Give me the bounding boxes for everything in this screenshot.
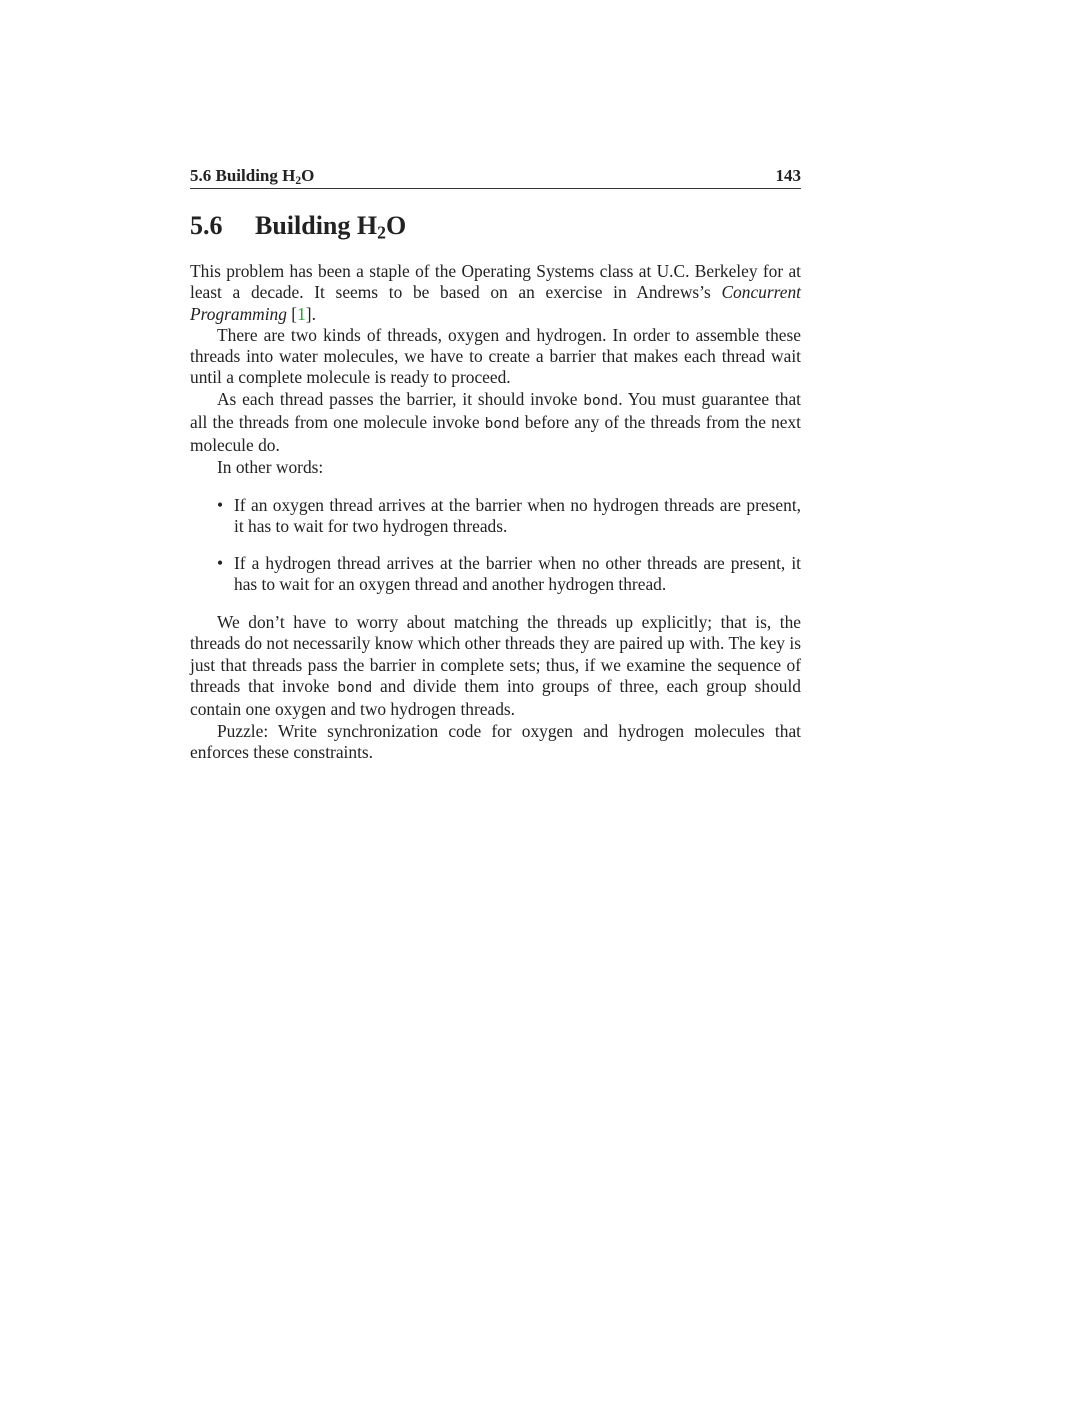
section-heading — [190, 211, 406, 241]
code-bond: bond — [484, 416, 520, 433]
paragraph-bond: As each thread passes the barrier, it should invoke bond. You must guarantee that all the threads from one molecule invoke bond before any of the threads from the next molecule do. — [190, 388, 802, 456]
header-section-title: 5.6 Building $H_2O$ — [190, 166, 315, 187]
code-bond: bond — [583, 392, 619, 409]
list-item: • If an oxygen thread arrives at the barrier when no hydrogen threads are present, it has to wait for two hydrogen threads. — [217, 494, 801, 537]
paragraph-puzzle: Puzzle: Write synchronization code for oxygen and hydrogen molecules that enforces these constraints. — [190, 720, 801, 762]
paragraph-other-words: In other words: — [217, 456, 324, 477]
citation-link[interactable]: 1 — [297, 303, 306, 324]
bullet-icon: • — [217, 494, 224, 515]
page-number: 143 — [775, 166, 801, 185]
list-item: • If a hydrogen thread arrives at the barrier when no other threads are present, it has to wait for an oxygen thread and another hydrogen thread. — [217, 552, 801, 594]
constraint-list — [190, 495, 801, 595]
paragraph-thread-kinds: There are two kinds of threads, oxygen and hydrogen. In order to assemble these threads into water molecules, we have to create a barrier that makes each thread wait until a complete molecule is ready to proceed. — [190, 324, 801, 388]
book-title: Concurrent Programming — [190, 282, 801, 324]
section-title-text: Building $H_2O$ — [255, 211, 407, 243]
section-number: 5.6 — [190, 211, 223, 240]
paragraph-matching: We don’t have to worry about matching the threads up explicitly; that is, the threads do not necessarily know which other threads they are paired up with. The key is just that threads pass the barrier in complete sets; thus, if we examine the sequence of threads that invoke bond and divide them into groups of three, each group should contain one oxygen and two hydrogen threads. — [190, 612, 802, 720]
code-bond: bond — [337, 680, 373, 697]
bullet-icon: • — [217, 552, 224, 573]
paragraph-intro: This problem has been a staple of the Operating Systems class at U.C. Berkeley for at least a decade. It seems to be based on an exercise in Andrews’s Concurrent Programming [1]. — [190, 261, 801, 324]
running-header — [190, 165, 801, 189]
body-text — [190, 261, 801, 763]
